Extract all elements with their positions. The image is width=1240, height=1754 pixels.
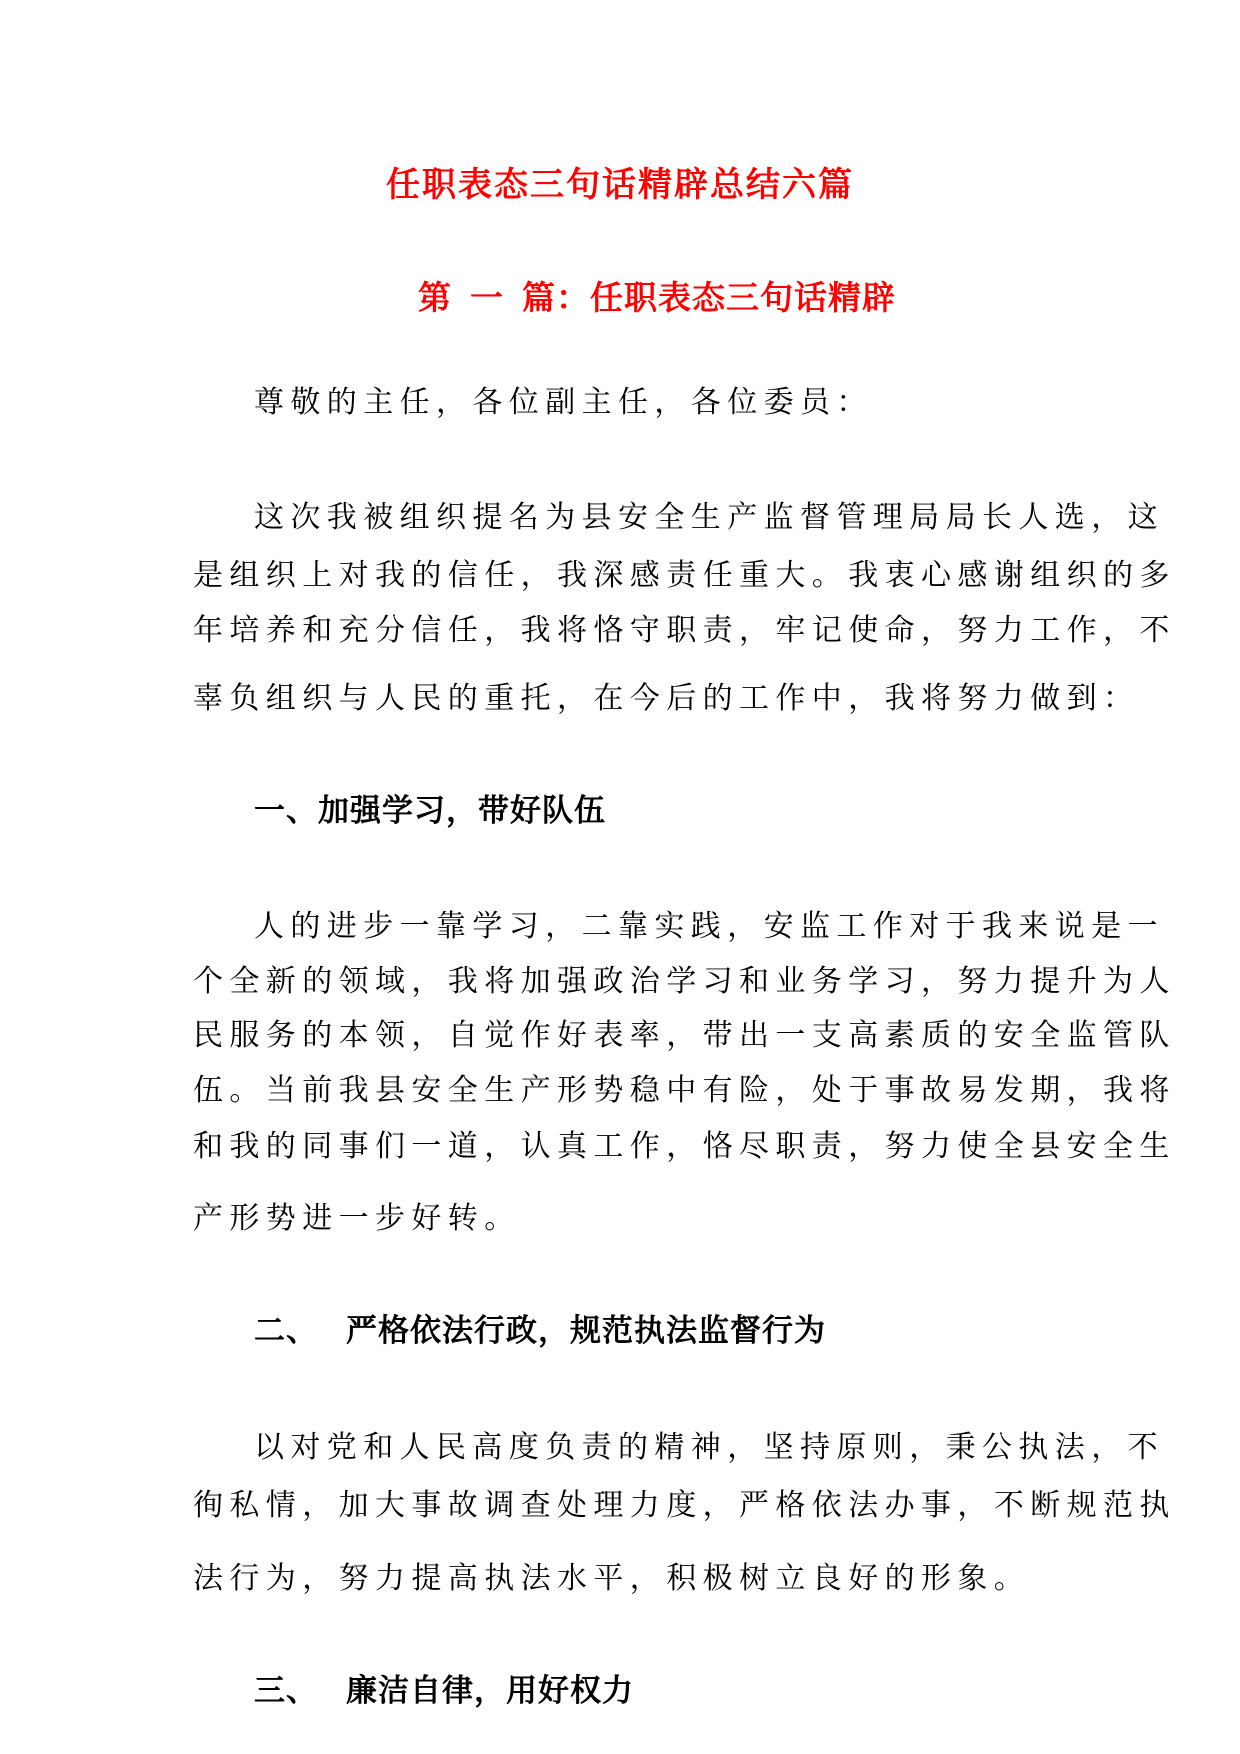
section-heading-number: 一、 xyxy=(254,793,318,829)
section-2-line: 徇私情，加大事故调查处理力度，严格依法办事，不断规范执 xyxy=(193,1488,1176,1523)
intro-line: 辜负组织与人民的重托，在今后的工作中，我将努力做到： xyxy=(193,681,1140,716)
intro-line: 年培养和充分信任，我将恪守职责，牢记使命，努力工作，不 xyxy=(193,613,1176,648)
section-heading-text: 加强学习，带好队伍 xyxy=(318,793,606,829)
section-1-line: 产形势进一步好转。 xyxy=(193,1201,521,1236)
section-1-line: 人的进步一靠学习，二靠实践，安监工作对于我来说是一 xyxy=(254,909,1164,944)
subtitle-part-2: 一 xyxy=(470,278,504,317)
salutation: 尊敬的主任，各位副主任，各位委员： xyxy=(254,385,873,420)
section-1-line: 伍。当前我县安全生产形势稳中有险，处于事故易发期，我将 xyxy=(193,1073,1176,1108)
section-heading-text: 严格依法行政，规范执法监督行为 xyxy=(346,1313,826,1349)
section-1-line: 个全新的领域，我将加强政治学习和业务学习，努力提升为人 xyxy=(193,964,1176,999)
section-1-line: 民服务的本领，自觉作好表率，带出一支高素质的安全监管队 xyxy=(193,1018,1176,1053)
section-heading-3 xyxy=(254,1671,634,1711)
section-2-line: 以对党和人民高度负责的精神，坚持原则，秉公执法，不 xyxy=(254,1430,1164,1465)
section-2-line: 法行为，努力提高执法水平，积极树立良好的形象。 xyxy=(193,1561,1031,1596)
section-heading-number: 二、 xyxy=(254,1313,318,1349)
intro-line: 这次我被组织提名为县安全生产监督管理局局长人选，这 xyxy=(254,500,1164,535)
section-heading-number: 三、 xyxy=(254,1673,318,1709)
section-heading-1 xyxy=(254,791,606,831)
document-title: 任职表态三句话精辟总结六篇 xyxy=(386,165,854,205)
section-heading-2 xyxy=(254,1311,826,1351)
subtitle-part-3: 篇：任职表态三句话精辟 xyxy=(522,278,896,317)
subtitle-part-1: 第 xyxy=(418,278,452,317)
section-1-line: 和我的同事们一道，认真工作，恪尽职责，努力使全县安全生 xyxy=(193,1129,1176,1164)
section-heading-text: 廉洁自律，用好权力 xyxy=(346,1673,634,1709)
intro-line: 是组织上对我的信任，我深感责任重大。我衷心感谢组织的多 xyxy=(193,558,1176,593)
document-subtitle xyxy=(418,272,896,319)
